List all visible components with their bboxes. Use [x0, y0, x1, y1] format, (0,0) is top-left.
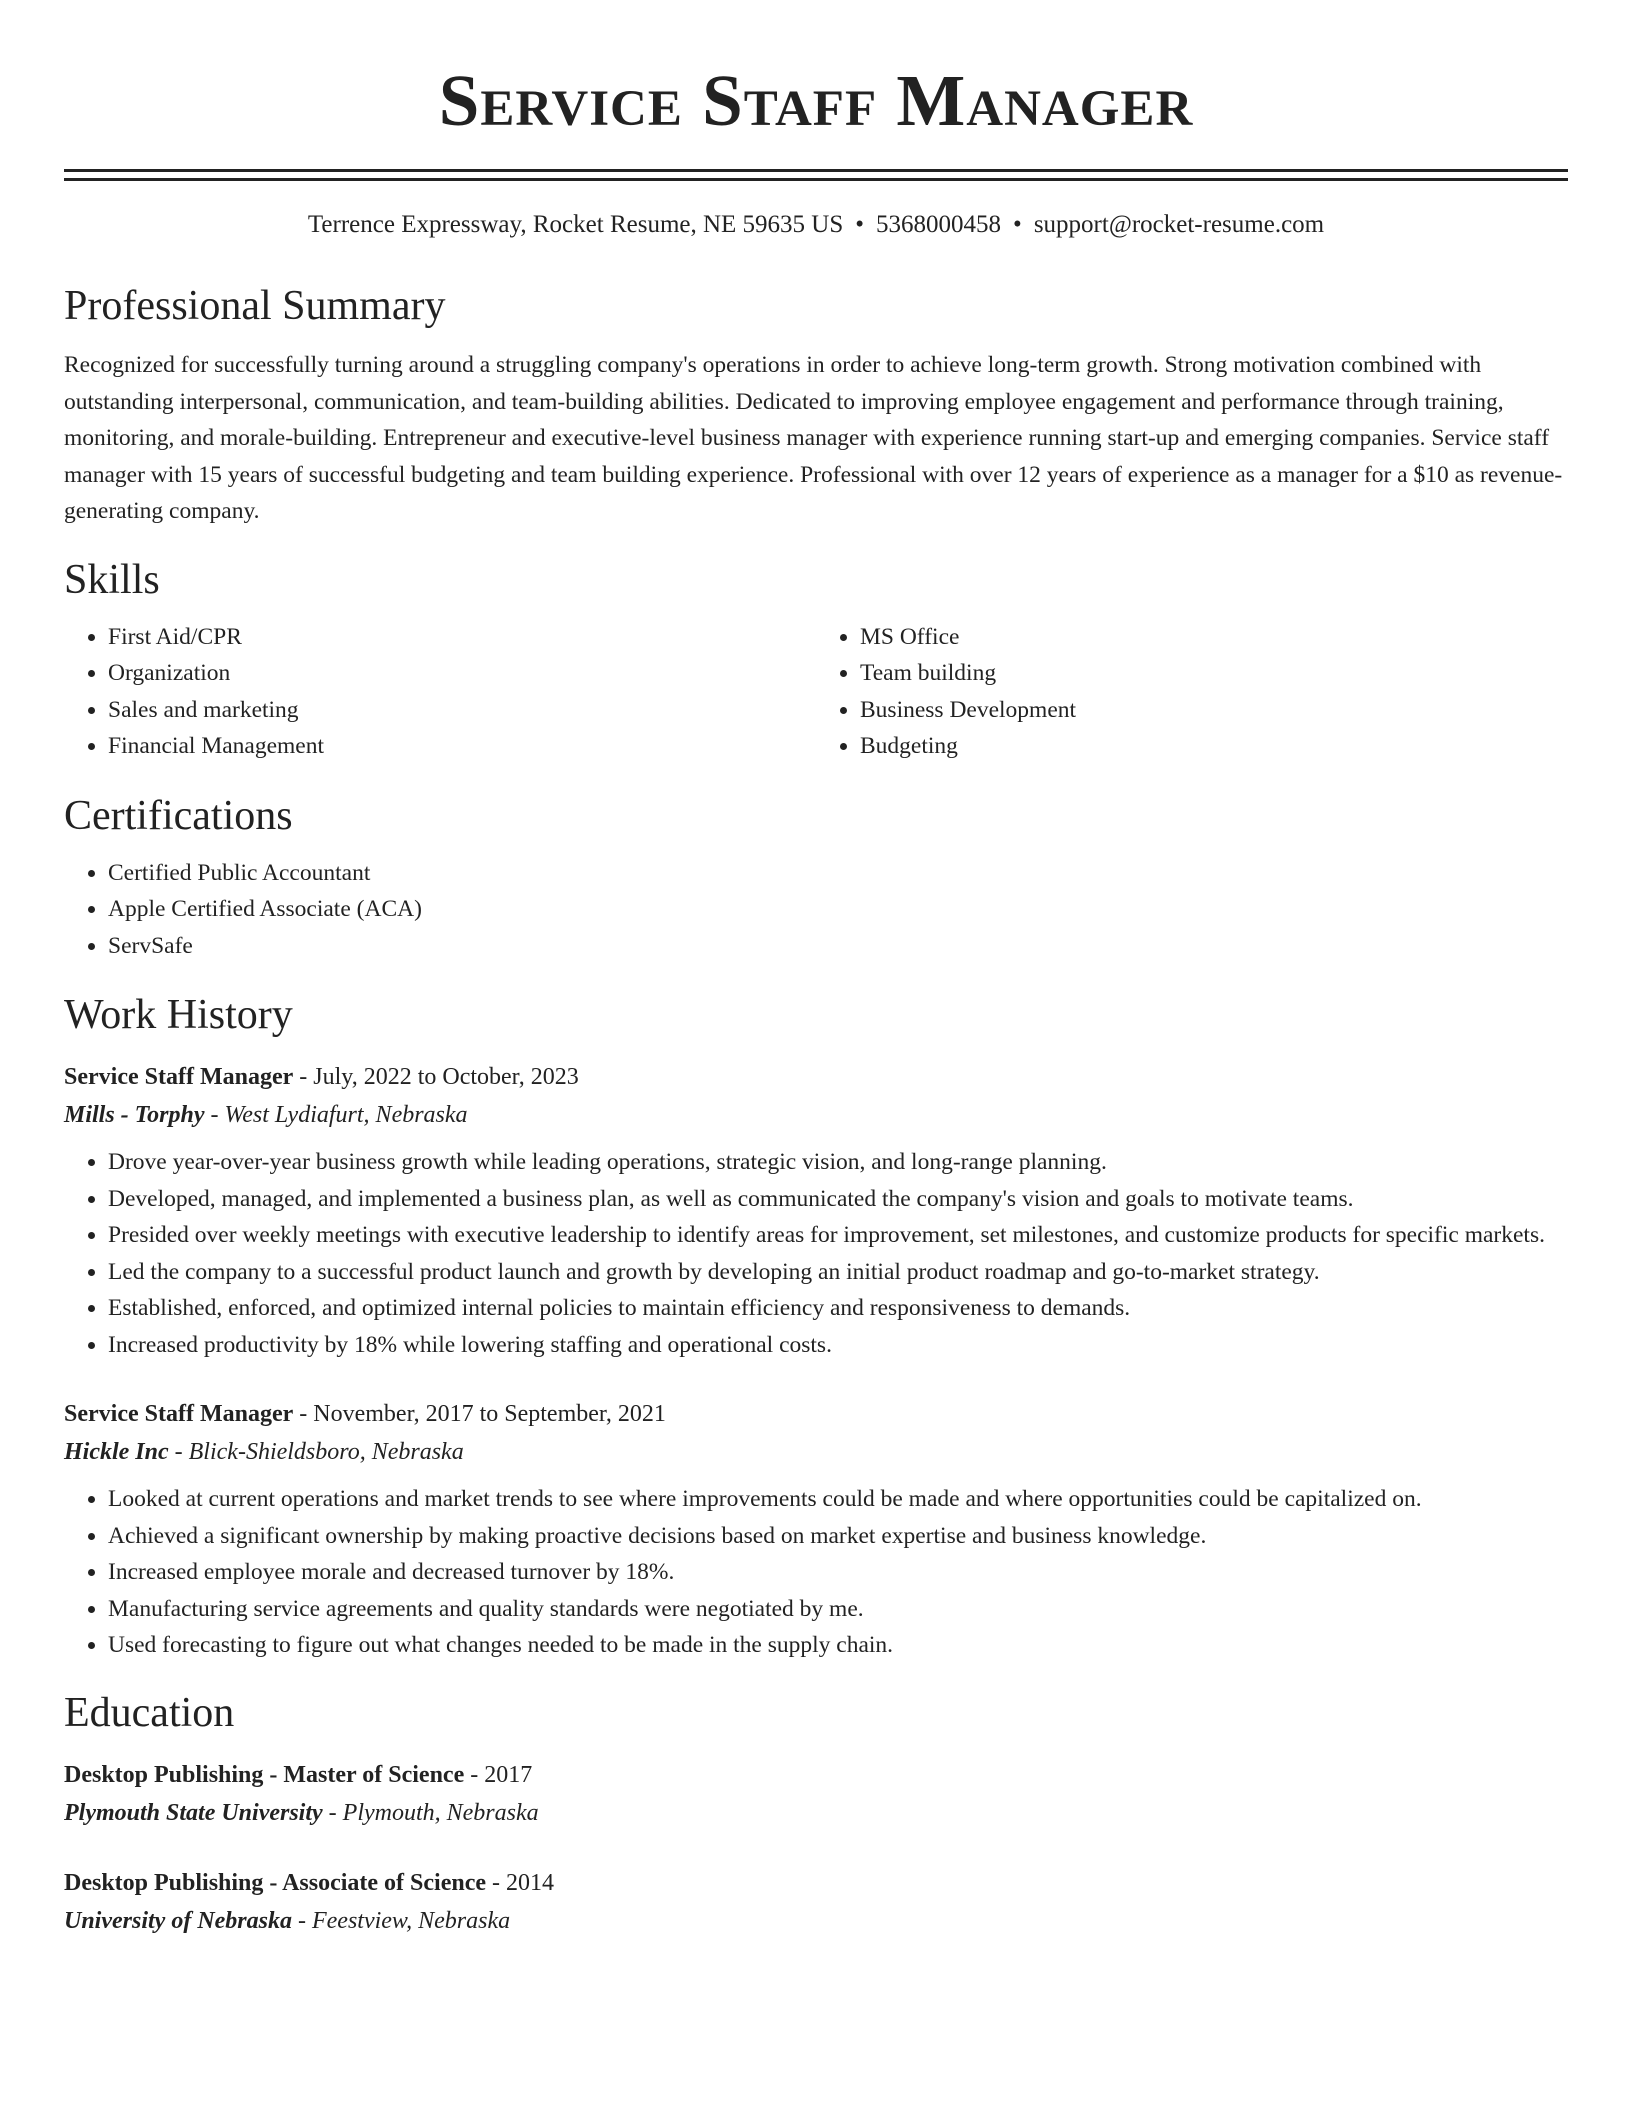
company-line — [64, 1433, 1568, 1471]
school-name: University of Nebraska — [64, 1907, 292, 1934]
job-title-line — [64, 1058, 1568, 1096]
skill-item: • Sales and marketing — [108, 692, 816, 729]
work-history-section — [64, 990, 1568, 1664]
job-title: Service Staff Manager — [64, 1401, 294, 1427]
contact-email: support@rocket-resume.com — [1033, 211, 1325, 238]
skills-list-right — [816, 619, 1568, 765]
job-title-line — [64, 1395, 1568, 1433]
work-history-heading: Work History — [64, 992, 293, 1038]
job-entry — [64, 1058, 1568, 1363]
certification-item: • Certified Public Accountant — [108, 855, 1568, 892]
skill-item: • Budgeting — [860, 728, 1568, 765]
degree-line — [64, 1864, 1568, 1902]
skill-item: • Team building — [860, 655, 1568, 692]
degree-year: - 2014 — [486, 1869, 555, 1896]
job-bullet: • Presided over weekly meetings with executive leadership to identify areas for improvement, set milestones, and customize products for specific markets. — [108, 1217, 1568, 1254]
company-location: - Blick-Shieldsboro, Nebraska — [168, 1439, 464, 1465]
job-title: Service Staff Manager — [64, 1064, 294, 1090]
contact-address: Terrence Expressway, Rocket Resume, NE 59635 US — [307, 211, 844, 238]
job-bullet: • Achieved a significant ownership by making proactive decisions based on market expertise and business knowledge. — [108, 1518, 1568, 1555]
skills-section — [64, 555, 1568, 765]
certification-item: • Apple Certified Associate (ACA) — [108, 891, 1568, 928]
skill-item: • Business Development — [860, 692, 1568, 729]
degree-name: Desktop Publishing - Associate of Science — [64, 1869, 487, 1896]
degree-name: Desktop Publishing - Master of Science — [64, 1761, 465, 1788]
job-entry — [64, 1395, 1568, 1664]
contact-phone: 5368000458 — [876, 211, 1002, 238]
job-bullet: • Developed, managed, and implemented a business plan, as well as communicated the company's vision and goals to motivate teams. — [108, 1181, 1568, 1218]
job-bullets — [64, 1481, 1568, 1664]
company-name: Hickle Inc — [64, 1439, 169, 1465]
school-location: - Plymouth, Nebraska — [322, 1799, 539, 1826]
education-section — [64, 1688, 1568, 1940]
education-entry — [64, 1864, 1568, 1940]
job-bullet: • Increased employee morale and decreased turnover by 18%. — [108, 1554, 1568, 1591]
header-rule-bottom — [64, 178, 1568, 181]
header-rule-top — [64, 169, 1568, 172]
certifications-section — [64, 791, 1568, 965]
certifications-list — [64, 855, 1568, 965]
skill-item: • First Aid/CPR — [108, 619, 816, 656]
school-location: - Feestview, Nebraska — [291, 1907, 511, 1934]
skills-list-left — [64, 619, 816, 765]
job-bullet: • Led the company to a successful product launch and growth by developing an initial product roadmap and go-to-market strategy. — [108, 1254, 1568, 1291]
degree-line — [64, 1756, 1568, 1794]
job-bullets — [64, 1144, 1568, 1363]
certification-item: • ServSafe — [108, 928, 1568, 965]
skill-item: • Financial Management — [108, 728, 816, 765]
resume-title: Service Staff Manager — [438, 60, 1194, 141]
summary-section — [64, 281, 1568, 530]
job-bullet: • Increased productivity by 18% while lowering staffing and operational costs. — [108, 1327, 1568, 1364]
summary-heading: Professional Summary — [64, 283, 446, 329]
company-location: - West Lydiafurt, Nebraska — [204, 1102, 468, 1128]
contact-separator: • — [855, 211, 865, 238]
education-heading: Education — [64, 1689, 235, 1736]
skill-item: • Organization — [108, 655, 816, 692]
company-line — [64, 1096, 1568, 1134]
skills-heading: Skills — [64, 556, 160, 603]
job-bullet: • Looked at current operations and market trends to see where improvements could be made and where opportunities could be capitalized on. — [108, 1481, 1568, 1518]
summary-text: Recognized for successfully turning around a struggling company's operations in order to achieve long-term growth. Strong motivation combined with outstanding interpersonal, communication, and team-building abilities. Dedicated to improving employee engagement and performance through training, monitoring, and morale-building. Entrepreneur and executive-level business manager with experience running start-up and emerging companies. Service staff manager with 15 years of successful budgeting and team building experience. Professional with over 12 years of experience as a manager for a $10 as revenue-generating company. — [64, 352, 1563, 524]
skill-item: • MS Office — [860, 619, 1568, 656]
job-dates: - July, 2022 to October, 2023 — [293, 1064, 579, 1090]
certifications-heading: Certifications — [64, 792, 293, 839]
school-line — [64, 1902, 1568, 1940]
school-line — [64, 1794, 1568, 1832]
company-name: Mills - Torphy — [64, 1102, 205, 1128]
degree-year: - 2017 — [464, 1761, 533, 1788]
job-dates: - November, 2017 to September, 2021 — [293, 1401, 666, 1427]
job-bullet: • Established, enforced, and optimized internal policies to maintain efficiency and responsiveness to demands. — [108, 1290, 1568, 1327]
job-bullet: • Manufacturing service agreements and quality standards were negotiated by me. — [108, 1591, 1568, 1628]
contact-line — [64, 209, 1568, 241]
school-name: Plymouth State University — [64, 1799, 323, 1826]
contact-separator: • — [1013, 211, 1022, 238]
job-bullet: • Used forecasting to figure out what changes needed to be made in the supply chain. — [108, 1627, 1568, 1664]
job-bullet: • Drove year-over-year business growth while leading operations, strategic vision, and long-range planning. — [108, 1144, 1568, 1181]
education-entry — [64, 1756, 1568, 1832]
skills-columns — [64, 619, 1568, 765]
